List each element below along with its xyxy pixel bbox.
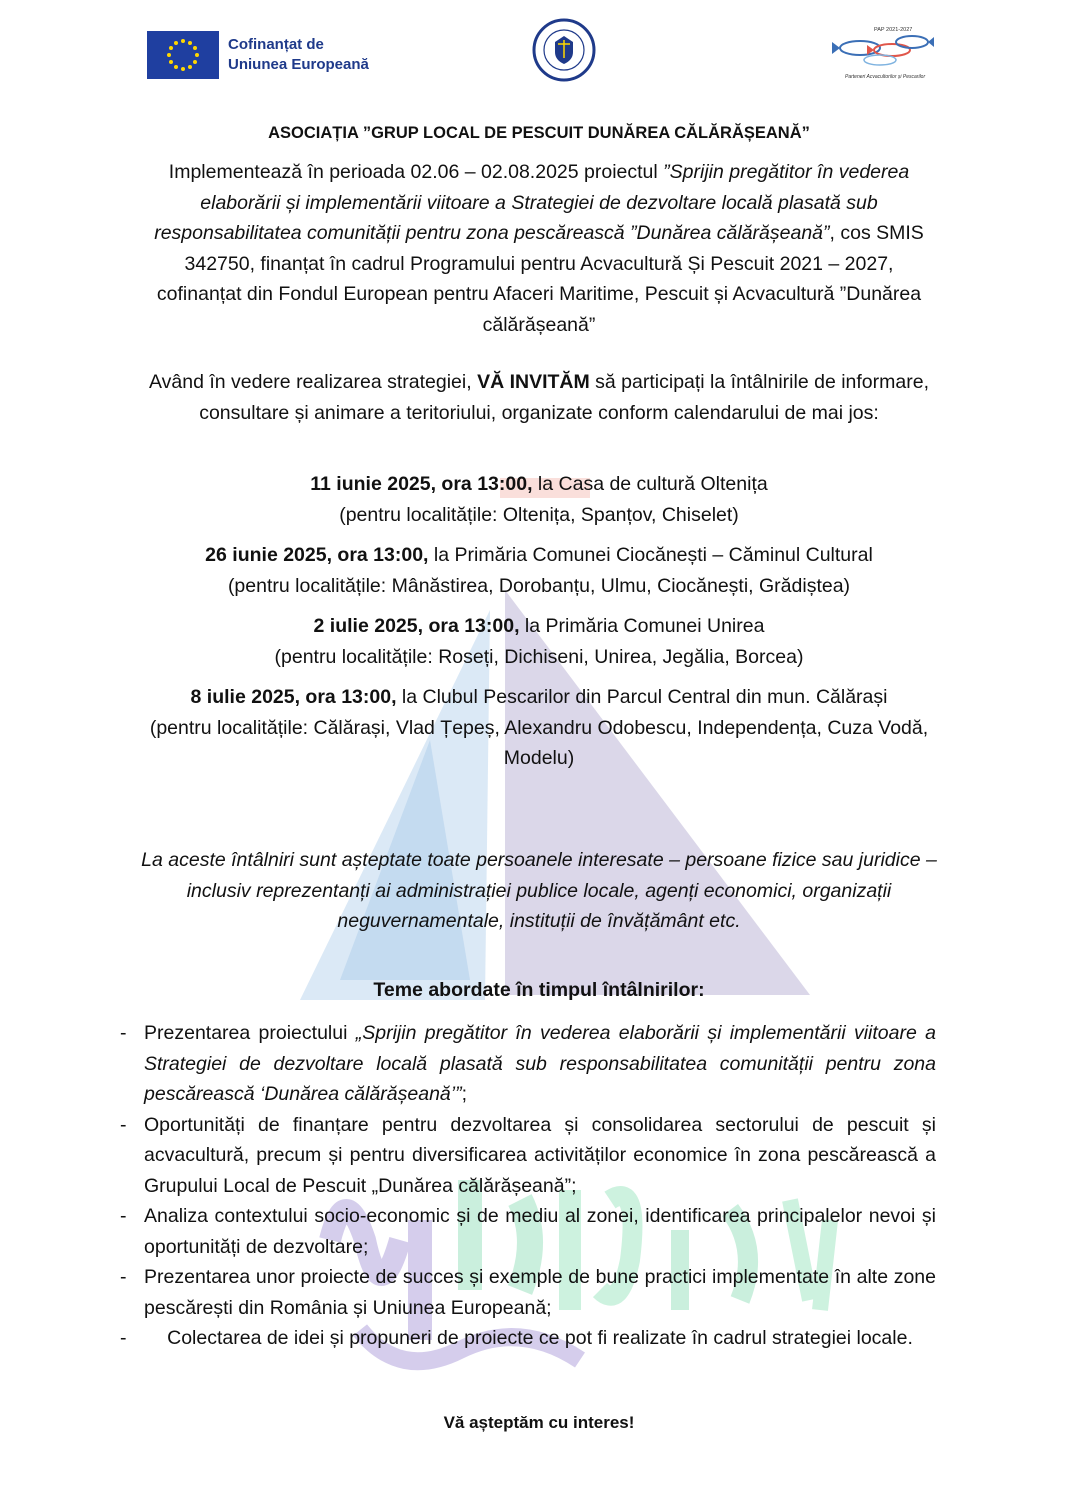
- invitation-paragraph: [140, 367, 938, 428]
- theme-item: - Prezentarea unor proiecte de succes și exemple de bune practici implementate în alte zone pescărești din România și Uniunea Europeană;: [120, 1262, 936, 1323]
- eu-cofinancing-logo: [147, 31, 369, 79]
- eu-flag-icon: [147, 31, 219, 79]
- meeting-item: [140, 682, 938, 774]
- theme-1-suffix: ;: [461, 1083, 468, 1105]
- meeting-item: [140, 611, 938, 672]
- meeting-when: 8 iulie 2025, ora 13:00,: [190, 686, 397, 708]
- eu-logo-text: [228, 35, 369, 75]
- theme-item: - Analiza contextului socio-economic și de mediu al zonei, identificarea principalelor nevoi și oportunități de dezvoltare;: [120, 1201, 936, 1262]
- pap-logo-subtitle: Parteneri Acvacultorilor și Pescarilor: [845, 74, 926, 80]
- meeting-item: [140, 540, 938, 601]
- meeting-localities: (pentru localitățile: Mânăstirea, Dorobanțu, Ulmu, Ciocănești, Grădiștea): [227, 574, 851, 597]
- eu-text-line1: Cofinanțat de: [228, 36, 324, 53]
- theme-1-project: „Sprijin pregătitor în vederea elaborării și implementării viitoare a Strategiei de dezvoltare locală plasată sub responsabilitatea comunității pentru zona pescărească ‘Dunărea călărășeană’”: [144, 1022, 936, 1105]
- invite-bold: VĂ INVITĂM: [477, 371, 590, 393]
- meeting-where: la Primăria Comunei Unirea: [519, 615, 765, 637]
- meeting-where: la Primăria Comunei Ciocănești – Căminul Cultural: [428, 544, 873, 566]
- eu-text-line2: Uniunea Europeană: [228, 56, 369, 73]
- meeting-localities: (pentru localitățile: Roseți, Dichiseni, Unirea, Jegălia, Borcea): [274, 645, 804, 668]
- pap-logo-title: PAP 2021-2027: [874, 27, 913, 33]
- meeting-item: [140, 469, 938, 530]
- theme-item: - Colectarea de idei și propuneri de proiecte ce pot fi realizate în cadrul strategiei locale.: [120, 1323, 936, 1354]
- association-title: ASOCIAȚIA ”GRUP LOCAL DE PESCUIT DUNĂREA CĂLĂRĂȘEANĂ”: [268, 124, 810, 142]
- meeting-when: 2 iulie 2025, ora 13:00,: [313, 615, 520, 637]
- themes-heading: Teme abordate în timpul întâlnirilor:: [373, 979, 705, 1001]
- meeting-localities: (pentru localitățile: Oltenița, Spanțov, Chiselet): [339, 503, 739, 526]
- intro-project-name: ”Sprijin pregătitor în vederea elaborării și implementării viitoare a Strategiei de dezvoltare locală plasată sub responsabilitatea comunității pentru zona pescărească ”Dunărea călărășeană”: [154, 161, 910, 244]
- meeting-where: la Casa de cultură Oltenița: [532, 473, 768, 495]
- theme-1-prefix: Prezentarea proiectului: [144, 1022, 356, 1044]
- intro-rest: , cos SMIS 342750, finanțat în cadrul Programului pentru Acvacultură Și Pescuit 2021 – 2027, cofinanțat din Fondul European pentru Afaceri Maritime, Pescuit și Acvacultură ”Dunărea călărășeană”: [156, 222, 924, 336]
- intro-paragraph: [140, 157, 938, 340]
- closing-line: Vă așteptăm cu interes!: [443, 1413, 635, 1432]
- intro-lead: Implementează în perioada 02.06 – 02.08.2025 proiectul: [168, 161, 664, 183]
- theme-item: - Oportunități de finanțare pentru dezvoltarea și consolidarea sectorului de pescuit și acvacultură, precum și pentru diversificarea activităților economice în zona pescărească a Grupului Local de Pescuit „Dunărea călărășeană”;: [120, 1110, 936, 1202]
- audience-note: La aceste întâlniri sunt așteptate toate persoanele interesate – persoane fizice sau juridice – inclusiv reprezentanți ai administrației publice locale, agenți economici, organizații neguvernamentale, instituții de învățământ etc.: [141, 849, 937, 932]
- meeting-when: 11 iunie 2025, ora 13:00,: [310, 473, 533, 495]
- meeting-when: 26 iunie 2025, ora 13:00,: [205, 544, 429, 566]
- themes-list: [120, 1018, 936, 1354]
- meeting-where: la Clubul Pescarilor din Parcul Central din mun. Călărași: [396, 686, 888, 708]
- meeting-localities: (pentru localitățile: Călărași, Vlad Țepeș, Alexandru Odobescu, Independența, Cuza Vodă, Modelu): [149, 716, 929, 769]
- theme-item: [120, 1018, 936, 1110]
- invite-after: să participați la întâlnirile de informare, consultare și animare a teritoriului, organizate conform calendarului de mai jos:: [199, 371, 929, 424]
- romanian-government-seal: [532, 18, 596, 82]
- invite-before: Având în vedere realizarea strategiei,: [148, 371, 478, 393]
- logo-header: [0, 0, 1078, 110]
